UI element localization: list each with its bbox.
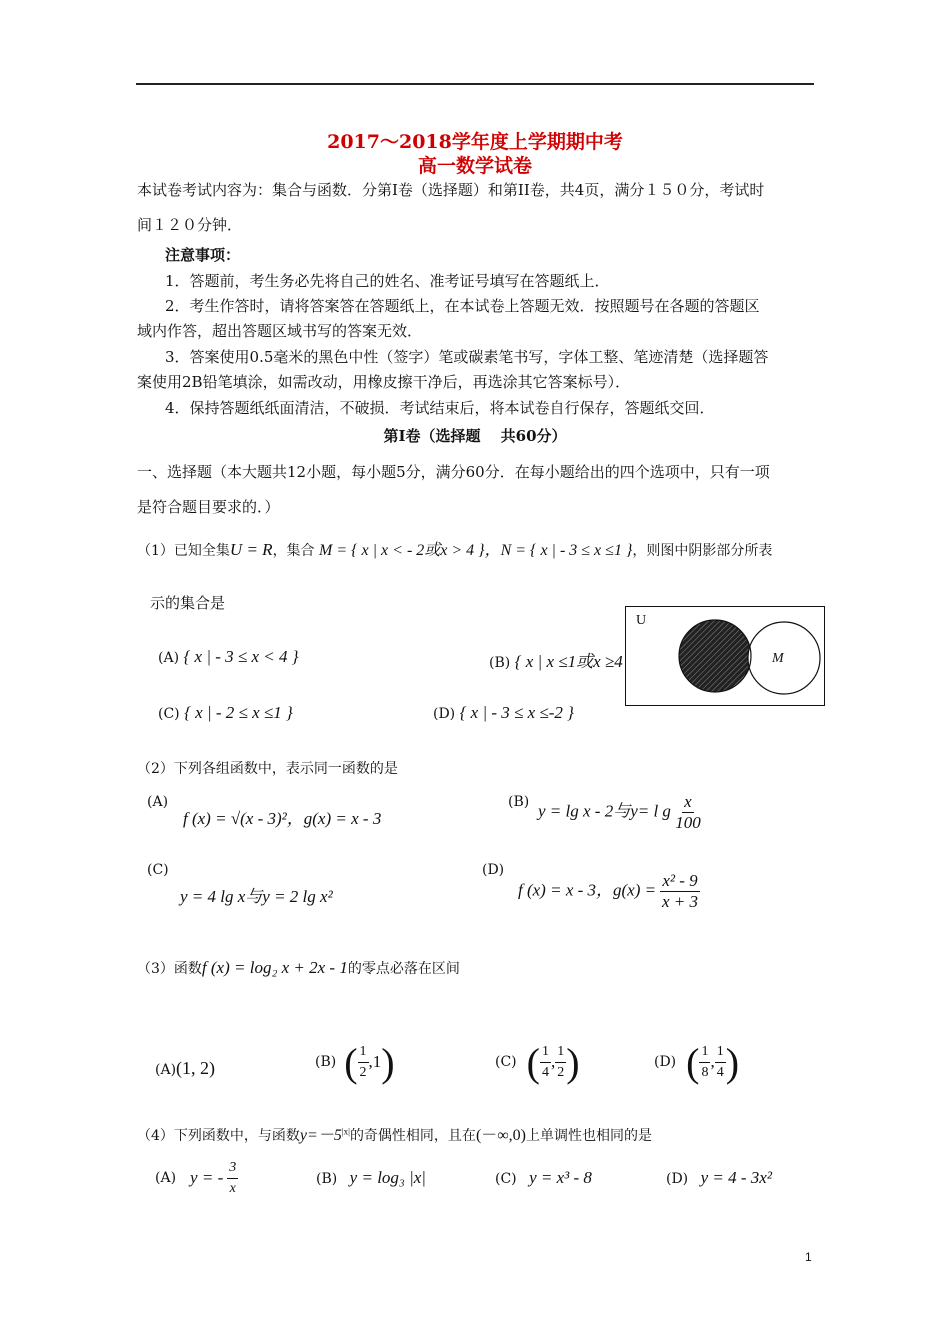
q4-option-b bbox=[316, 1168, 426, 1188]
q3-option-a bbox=[155, 1058, 215, 1079]
q2-option-b-num: x bbox=[684, 792, 692, 811]
q1-set-n: ，N = { x | - 3 ≤ x ≤1 } bbox=[484, 542, 633, 559]
intro-line2: 间１２０分钟． bbox=[137, 216, 243, 234]
venn-m-label: M bbox=[772, 651, 784, 666]
q3-option-d-lparen: ( bbox=[686, 1039, 700, 1085]
q3-post: 的零点必落在区间 bbox=[347, 961, 460, 977]
q1-set-m: M = { x | x < - 2或x > 4 } bbox=[319, 542, 485, 559]
page-number: 1 bbox=[805, 1250, 812, 1264]
q2-option-d-label: (D) bbox=[482, 862, 505, 878]
note-item-3b: 案使用2B铅笔填涂，如需改动，用橡皮擦干净后，再选涂其它答案标号）． bbox=[137, 373, 631, 391]
venn-diagram bbox=[625, 606, 825, 706]
note-item-3a: 3．答案使用0.5毫米的黑色中性（签字）笔或碳素笔书写，字体工整、笔迹清楚（选择题答 bbox=[165, 348, 769, 366]
q1-universal-set: U = R bbox=[229, 540, 273, 559]
q1-option-a bbox=[158, 647, 299, 667]
q1-option-c-label: (C) bbox=[158, 706, 180, 722]
q1-option-a-label: (A) bbox=[158, 650, 180, 666]
q3-option-c-comma: , bbox=[550, 1052, 556, 1071]
q4-option-c-text: y = x³ - 8 bbox=[529, 1168, 592, 1187]
q2-option-c: y = 4 lg x与y = 2 lg x² bbox=[180, 887, 333, 906]
q3-option-a-text: (1, 2) bbox=[176, 1058, 216, 1078]
q3-option-a-label: (A) bbox=[155, 1062, 177, 1078]
q4-option-a-fraction bbox=[227, 1158, 238, 1199]
q3-option-c-label: (C) bbox=[495, 1054, 517, 1070]
q1-option-a-text: { x | - 3 ≤ x < 4 } bbox=[183, 647, 299, 666]
q3-pre: （3）函数 bbox=[137, 961, 202, 977]
q2-option-b bbox=[538, 792, 701, 833]
q4-stem-mid: 的奇偶性相同，且在 bbox=[349, 1128, 476, 1144]
q1-line2: 示的集合是 bbox=[150, 594, 226, 612]
section1-title: 第I卷（选择题 共60分） bbox=[383, 427, 567, 445]
q3-option-b-lparen: ( bbox=[344, 1039, 358, 1085]
q1-option-c bbox=[158, 703, 293, 723]
q2-option-b-text: y = lg x - 2与y= l g bbox=[538, 801, 671, 821]
q1-option-d bbox=[433, 703, 574, 723]
q2-option-c-label: (C) bbox=[147, 862, 169, 878]
q2-option-b-den: 100 bbox=[675, 813, 701, 832]
q3-option-b bbox=[315, 1040, 395, 1084]
section1-desc-line1: 一、选择题（本大题共12小题，每小题5分，满分60分．在每小题给出的四个选项中，只有一项 bbox=[137, 463, 770, 481]
q2-option-b-label: (B) bbox=[508, 794, 530, 810]
q3-option-c-lparen: ( bbox=[526, 1039, 540, 1085]
q3-option-b-rest: ,1 bbox=[368, 1052, 382, 1071]
q1-option-d-label: (D) bbox=[433, 706, 456, 722]
q3-option-c-den2: 2 bbox=[557, 1064, 565, 1080]
q4-option-c bbox=[495, 1168, 592, 1188]
q4-stem-interval: (－∞,0) bbox=[475, 1127, 527, 1144]
q3-option-d-comma: , bbox=[710, 1052, 715, 1071]
q3-option-d-num1: 1 bbox=[699, 1042, 710, 1063]
q4-option-d bbox=[666, 1168, 772, 1188]
question-3-stem bbox=[137, 958, 460, 978]
q4-option-a-text: y = - bbox=[190, 1168, 224, 1187]
q3-option-c-den1: 4 bbox=[541, 1064, 549, 1080]
venn-circle-m bbox=[748, 622, 820, 694]
q2-option-a-label: (A) bbox=[147, 794, 169, 810]
exam-title: 2017～2018学年度上学期期中考 bbox=[327, 131, 623, 153]
note-item-4: 4．保持答题纸纸面清洁，不破损．考试结束后，将本试卷自行保存，答题纸交回． bbox=[165, 399, 715, 417]
intro-line1: 本试卷考试内容为：集合与函数．分第I卷（选择题）和第II卷，共4页，满分１５０分，考试时 bbox=[137, 181, 765, 199]
q1-option-c-text: { x | - 2 ≤ x ≤1 } bbox=[184, 703, 293, 722]
q2-option-d-den: x + 3 bbox=[662, 892, 699, 911]
q1-mid: ，集合 bbox=[272, 543, 315, 559]
q4-option-d-text: y = 4 - 3x² bbox=[700, 1168, 772, 1187]
q1-option-d-text: { x | - 3 ≤ x ≤-2 } bbox=[459, 703, 574, 722]
q3-option-c bbox=[495, 1040, 580, 1084]
q1-option-b-text: { x | x ≤1或x ≥4 bbox=[514, 652, 623, 671]
q3-function: f (x) = log₂ x + 2x - 1 bbox=[201, 958, 348, 977]
q1-pre: （1）已知全集 bbox=[137, 543, 230, 559]
q4-option-d-label: (D) bbox=[666, 1171, 689, 1187]
q2-option-d-text: f (x) = x - 3，g(x) = bbox=[518, 880, 657, 900]
q3-option-b-den: 2 bbox=[359, 1064, 367, 1080]
q3-option-d-den1: 8 bbox=[701, 1064, 709, 1080]
q4-option-c-label: (C) bbox=[495, 1171, 517, 1187]
q4-option-a-num: 3 bbox=[227, 1158, 238, 1179]
q3-option-b-label: (B) bbox=[315, 1054, 337, 1070]
q2-option-d-num: x² - 9 bbox=[662, 871, 698, 890]
q3-option-d-fraction-1 bbox=[699, 1042, 710, 1083]
q4-stem-pre: （4）下列函数中，与函数 bbox=[137, 1128, 300, 1144]
q3-option-d-fraction-2 bbox=[715, 1042, 726, 1083]
note-item-1: 1．答题前，考生务必先将自己的姓名、准考证号填写在答题纸上． bbox=[165, 272, 610, 290]
q4-stem-function: y=－5 bbox=[299, 1127, 342, 1144]
q1-option-b-label: (B) bbox=[489, 655, 511, 671]
q1-post: ，则图中阴影部分所表 bbox=[632, 543, 773, 559]
q2-option-a: f (x) = √(x - 3)²，g(x) = x - 3 bbox=[183, 809, 382, 828]
q2-option-b-fraction bbox=[675, 792, 701, 833]
header-rule bbox=[136, 83, 814, 85]
q2-option-d-fraction bbox=[660, 871, 699, 912]
q3-option-b-rparen: ) bbox=[381, 1039, 395, 1085]
q3-option-c-num1: 1 bbox=[540, 1042, 551, 1063]
venn-circles bbox=[626, 607, 823, 704]
q3-option-b-fraction bbox=[358, 1042, 369, 1083]
note-item-2b: 域内作答，超出答题区域书写的答案无效． bbox=[137, 322, 423, 340]
notes-heading: 注意事项： bbox=[165, 246, 241, 264]
section1-desc-line2: 是符合题目要求的．） bbox=[137, 498, 280, 516]
q3-option-d-rparen: ) bbox=[725, 1039, 740, 1085]
question-2-stem: （2）下列各组函数中，表示同一函数的是 bbox=[137, 761, 398, 777]
q1-option-b bbox=[489, 647, 625, 672]
exam-subtitle: 高一数学试卷 bbox=[417, 155, 532, 177]
q3-option-d-label: (D) bbox=[654, 1054, 677, 1070]
question-1-stem bbox=[137, 537, 772, 560]
q4-stem-post: 上单调性也相同的是 bbox=[526, 1128, 653, 1144]
question-4-stem bbox=[137, 1122, 652, 1145]
q3-option-d-num2: 1 bbox=[715, 1042, 726, 1063]
q3-option-c-fraction-2 bbox=[555, 1042, 566, 1083]
q4-stem-exponent: |x| bbox=[341, 1126, 350, 1137]
q4-option-b-label: (B) bbox=[316, 1171, 338, 1187]
q3-option-d-den2: 4 bbox=[716, 1064, 724, 1080]
q3-option-c-num2: 1 bbox=[555, 1042, 566, 1063]
note-item-2a: 2．考生作答时，请将答案答在答题纸上，在本试卷上答题无效．按照题号在各题的答题区 bbox=[165, 297, 760, 315]
q3-option-c-rparen: ) bbox=[566, 1039, 580, 1085]
q3-option-b-num: 1 bbox=[358, 1042, 369, 1063]
q4-option-a-den: x bbox=[229, 1180, 236, 1196]
q3-option-d bbox=[654, 1040, 739, 1084]
q3-option-c-fraction-1 bbox=[540, 1042, 551, 1083]
q2-option-d bbox=[518, 871, 700, 912]
q4-option-a-label: (A) bbox=[155, 1170, 177, 1186]
q4-option-a bbox=[155, 1156, 238, 1200]
q4-option-b-text: y = log₃ |x| bbox=[349, 1168, 426, 1187]
venn-universal-label: U bbox=[636, 613, 647, 628]
